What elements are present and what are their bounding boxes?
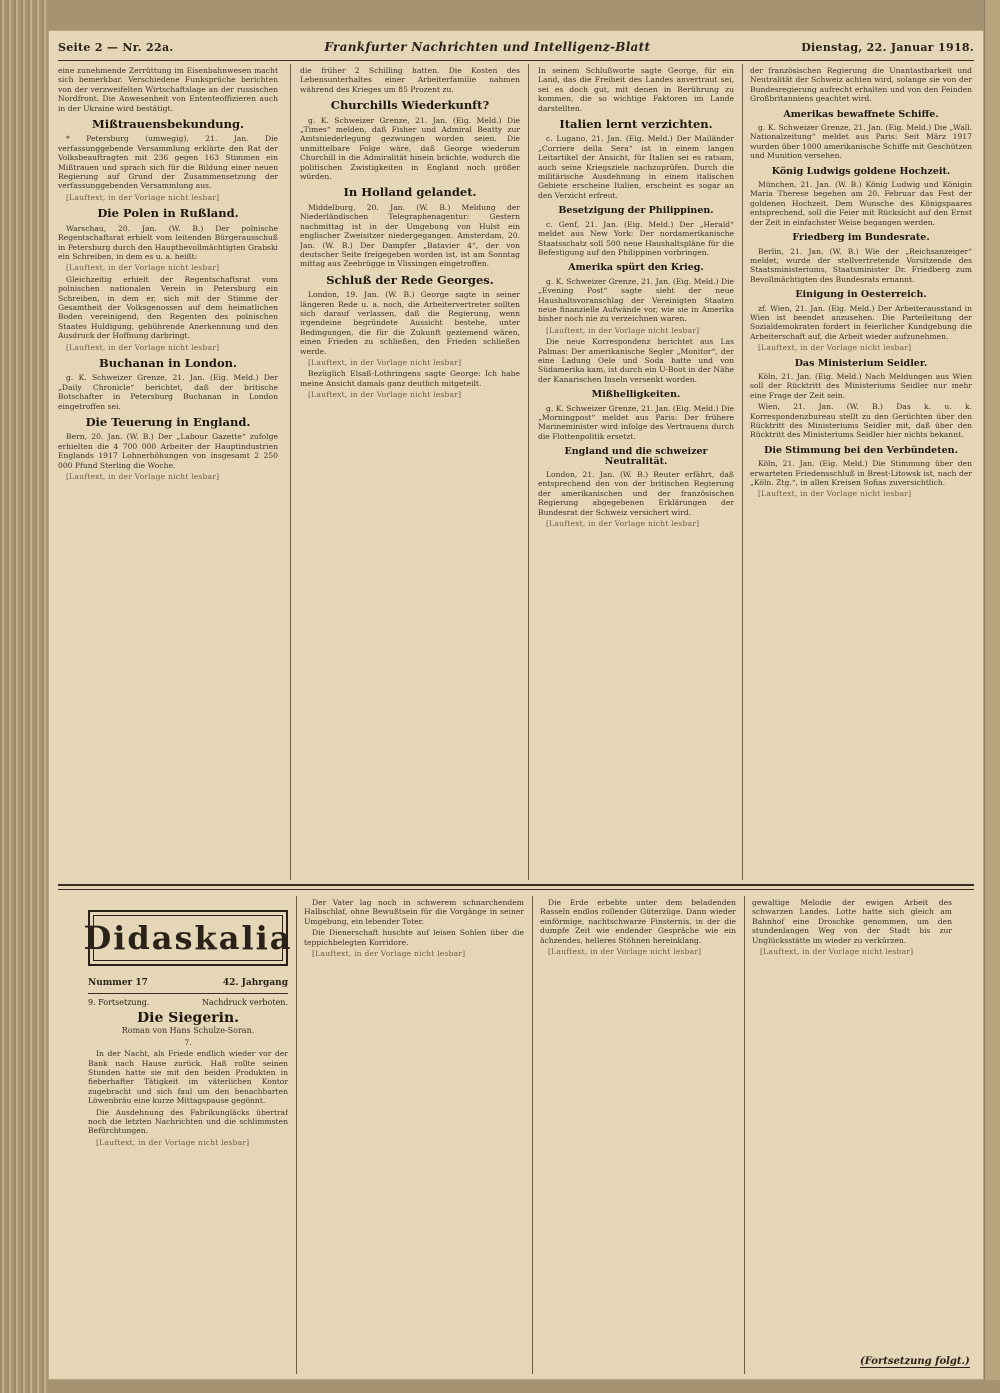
page-number: Seite 2 — Nr. 22a. [58, 41, 174, 54]
article-headline: England und die schweizer Neutralität. [564, 446, 708, 467]
article-headline: Friedberg im Bundesrate. [792, 232, 930, 244]
illegible-body-text: [Lauftext, in der Vorlage nicht lesbar] [548, 947, 702, 957]
article-text: Middelburg, 20. Jan. (W. B.) Meldung der Niederländischen Telegraphenagentur: Gestern nachmittag ist in der Umgebung von Hulst ein englischer Zweisitzer niedergegangen. Amsterdam, 20. Jan. (W. B.) Der Dampfer „Batavier 4“, der von deutscher Seite freigegeben worden ist, ist am Sonntag mittag aus Zeebrügge in Vlissingen eingetroffen. [300, 202, 520, 269]
feuilleton-column-3 [540, 898, 736, 1374]
feuilleton-separator-thin [58, 889, 974, 890]
article-text: London, 19. Jan. (W. B.) George sagte in seiner längeren Rede u. a. noch, die Arbeitervertreter sollten sich darauf verlassen, daß die Regierung, wenn irgendeine begründete Aussicht bestehe, unter Bedingungen, die für die Zukunft geziemend wären, einen Frieden zu schließen, den Frieden schließen werde. [300, 290, 520, 356]
illegible-body-text: [Lauftext, in der Vorlage nicht lesbar] [308, 390, 462, 400]
reprint-note: Nachdruck verboten. [201, 998, 288, 1007]
article-text: München, 21. Jan. (W. B.) König Ludwig und Königin Maria Therese begehen am 20. Februar das Fest der goldenen Hochzeit. Dem Wunsche des Königspaares entsprechend, soll die Feier mit Rücksicht auf den Ernst der Zeit in einfachster Weise begangen werden. [750, 180, 972, 227]
article-headline: Die Teuerung in England. [85, 415, 251, 429]
article-headline: Churchills Wiederkunft? [330, 98, 490, 113]
article-text: Berlin, 21. Jan. (W. B.) Wie der „Reichsanzeiger“ meldet, wurde der stellvertretende Vorsitzende des Staatsministeriums, Staatsminister Dr. Friedberg zum Bevollmächtigten des Bundesrats ernannt. [750, 246, 972, 284]
article-text: g. K. Schweizer Grenze, 21. Jan. (Eig. Meld.) Der „Daily Chronicle“ berichtet, daß der britische Botschafter in Petersburg Buchanan in London eingetroffen sei. [58, 373, 278, 411]
article-headline: Die Polen in Rußland. [97, 206, 239, 221]
continuation-note: 9. Fortsetzung. [88, 998, 150, 1007]
illegible-body-text: [Lauftext, in der Vorlage nicht lesbar] [546, 325, 700, 335]
feuilleton-meta-row [88, 998, 288, 1007]
article-text: * Petersburg (umwegig), 21. Jan. Die verfassunggebende Versammlung erklärte den Rat der Volksbeauftragten mit 236 gegen 163 Stimmen ein Mißtrauen und sprach sich für die Bildung einer neuen Regierung auf Grund der Zusammensetzung der verfassunggebenden Versammlung aus. [58, 134, 278, 191]
article-headline: Das Ministerium Seidler. [794, 357, 928, 369]
article-text: Wien, 21. Jan. (W. B.) Das k. u. k. Korrespondenzbureau stellt zu den Gerüchten über den Rücktritt des Ministeriums Seidler mit, daß über den Rücktritt des Ministeriums Seidler hier nichts bekannt. [750, 402, 972, 440]
didaskalia-logo: Didaskalia [88, 910, 288, 966]
column-divider [742, 64, 743, 880]
book-binding-edge [0, 0, 48, 1393]
header-rule [58, 60, 974, 61]
novel-title: Die Siegerin. [136, 1012, 240, 1026]
article-headline: König Ludwigs goldene Hochzeit. [771, 165, 951, 177]
issue-rule [88, 993, 288, 994]
illegible-body-text: [Lauftext, in der Vorlage nicht lesbar] [66, 192, 220, 202]
article-text: zf. Wien, 21. Jan. (Eig. Meld.) Der Arbeiterausstand in Wien ist beendet anzusehen. Die Parteileitung der Sozialdemokraten fordert in feierlicher Kundgebung die Arbeiterschaft auf, die Arbeit wieder aufzunehmen. [750, 303, 972, 341]
article-text: Köln, 21. Jan. (Eig. Meld.) Die Stimmung über den erwarteten Friedensschluß in Brest-Litowsk ist, nach der „Köln. Ztg.“, in allen Kreisen Sofias zuversichtlich. [750, 459, 972, 488]
novel-text: Die Erde erbebte unter dem beladenden Rasseln endlos rollender Güterzüge. Dann wieder einförmige, nachtschwarze Finsternis, in der die dumpfe Zeit wie endender Gespräche wie ein ächzendes, helleres Stöhnen hereinklang. [540, 898, 736, 945]
column-divider [290, 64, 291, 880]
article-text: die früher 2 Schilling hatten. Die Kosten des Lebensunterhaltes einer Arbeiterfamilie nahmen während des Krieges um 85 Prozent zu. [300, 66, 520, 94]
illegible-body-text: [Lauftext, in der Vorlage nicht lesbar] [66, 342, 220, 352]
column-3 [538, 66, 734, 880]
illegible-body-text: [Lauftext, in der Vorlage nicht lesbar] [308, 357, 462, 367]
adjacent-page-edge [984, 0, 1000, 1393]
page-header [58, 40, 974, 60]
illegible-body-text: [Lauftext, in der Vorlage nicht lesbar] [312, 949, 466, 959]
article-text: Köln, 21. Jan. (Eig. Meld.) Nach Meldungen aus Wien soll der Rücktritt des Ministeriums Seidler nur mehr eine Frage der Zeit sein. [750, 371, 972, 400]
article-text: c. Genf, 21. Jan. (Eig. Meld.) Der „Herald“ meldet aus New York: Der nordamerikanische Staatsschatz soll 500 neue Haushaltspläne für die Befestigung auf den Philippinen vorbringen. [538, 219, 734, 257]
article-headline: In Holland gelandet. [343, 185, 477, 200]
feuilleton-issue-row [88, 978, 288, 988]
illegible-body-text: [Lauftext, in der Vorlage nicht lesbar] [96, 1137, 250, 1147]
volume-number: 42. Jahrgang [222, 978, 288, 988]
continued-note: (Fortsetzung folgt.) [860, 1356, 970, 1367]
novel-text: Der Vater lag noch in schwerem schnarchendem Halbschlaf, ohne Bewußtsein für die Vorgänge in seiner Umgebung, ein lebender Toter. [304, 898, 524, 926]
illegible-body-text: [Lauftext, in der Vorlage nicht lesbar] [760, 947, 914, 957]
illegible-body-text: [Lauftext, in der Vorlage nicht lesbar] [66, 263, 220, 273]
article-text: g. K. Schweizer Grenze, 21. Jan. (Eig. Meld.) Die „Times“ melden, daß Fisher und Admiral Beatty zur Amtsniederlegung gezwungen worden seien. Die unmittelbare Folge wäre, daß George wiederum Churchill in die Admiralität hinein brächte, wodurch die politischen Zwistigkeiten in England noch größer würden. [300, 115, 520, 182]
feuilleton-separator [58, 884, 974, 886]
article-headline: Schluß der Rede Georges. [326, 272, 494, 287]
article-headline: Besetzigung der Philippinen. [558, 205, 714, 217]
novel-text: Die Ausdehnung des Fabrikungläcks übertraf noch die letzten Nachrichten und die schlimmsten Befürchtungen. [88, 1107, 288, 1136]
novel-byline: Roman von Hans Schulze-Soran. [121, 1026, 255, 1036]
illegible-body-text: [Lauftext, in der Vorlage nicht lesbar] [546, 519, 700, 529]
article-headline: Amerikas bewaffnete Schiffe. [783, 108, 939, 120]
article-text: g. K. Schweizer Grenze, 21. Jan. (Eig. Meld.) Die „Evening Post“ sagte sieht der neue Haushaltsvoranschlag der Vereinigten Staaten neue finanzielle Aufwände vor, wie sie in Amerika bisher noch nie zu verzeichnen waren. [538, 276, 734, 324]
issue-number: Nummer 17 [88, 978, 148, 988]
article-text: g. K. Schweizer Grenze, 21. Jan. (Eig. Meld.) Die „Wall. Nationalzeitung“ meldet aus Paris: Seit März 1917 wurden über 1000 amerikanische Schiffe mit Geschützen und Munition versehen. [750, 123, 972, 161]
column-4 [750, 66, 972, 880]
article-text: Warschau, 20. Jan. (W. B.) Der polnische Regentschaftsrat erhielt vom leitenden Bürgerausschuß in Petersburg durch den Hauptbevollmächtigten Grabski ein Schreiben, in dem es u. a. heißt: [58, 223, 278, 261]
column-divider [528, 64, 529, 880]
article-text: Gleichzeitig erhielt der Regentschaftsrat vom polnischen nationalen Verein in Petersburg ein Schreiben, in dem er, sich mit der Stimme der Gesamtheit der Volksgenossen auf dem heimatlichen Boden vereinigend, den Regenten des polnischen Staates Huldigung, gebührende Anerkennung und den Ausdruck der Hoffnung darbringt. [58, 274, 278, 341]
illegible-body-text: [Lauftext, in der Vorlage nicht lesbar] [758, 489, 912, 499]
article-text: Bern, 20. Jan. (W. B.) Der „Labour Gazette“ zufolge erhielten die 4 700 000 Arbeiter der Hauptindustrien Englands 1917 Lohnerhöhungen von insgesamt 2 250 000 Pfund Sterling die Woche. [58, 432, 278, 470]
article-headline: Mißtrauensbekundung. [91, 117, 245, 132]
feuilleton-column-1 [88, 1012, 288, 1374]
article-headline: Einigung in Oesterreich. [795, 289, 927, 301]
feuilleton-column-4 [752, 898, 952, 1354]
illegible-body-text: [Lauftext, in der Vorlage nicht lesbar] [758, 343, 912, 353]
novel-text: In der Nacht, als Friede endlich wieder vor der Bank nach Hause zurück. Haß rollte seinen Stunden hatte sie mit den beiden Produkten in fieberhafter Tätigkeit im väterlichen Kontor zugebracht und sich faul um den benachbarten Löwenbräu eine kurze Mittagspause gegönnt. [88, 1049, 288, 1106]
article-headline: Amerika spürt den Krieg. [568, 262, 704, 274]
article-headline: Die Stimmung bei den Verbündeten. [764, 444, 958, 456]
novel-text: Die Dienerschaft huschte auf leisen Sohlen über die teppichbelegten Korridore. [304, 928, 524, 947]
scan-bottom-margin [48, 1380, 1000, 1393]
article-text: Die neue Korrespondenz berichtet aus Las Palmas: Der amerikanische Segler „Monitor“, der eine Ladung Oele und Soda hatte und von Südamerika kam, ist durch ein U-Boot in der Nähe der Kanarischen Inseln versenkt worden. [538, 337, 734, 384]
article-headline: Buchanan in London. [99, 355, 237, 370]
feuilleton-column-2 [304, 898, 524, 1374]
article-headline: Mißhelligkeiten. [591, 389, 681, 401]
article-text: der französischen Regierung die Unantastbarkeit und Neutralität der Schweiz achten wird, solange sie von der Bundesregierung aufrecht erhalten und von den Feinden Großbritanniens geachtet wird. [750, 66, 972, 104]
article-headline: Italien lernt verzichten. [559, 117, 713, 132]
article-text: London, 21. Jan. (W. B.) Reuter erfährt, daß entsprechend den von der britischen Regierung der amerikanischen und der französischen Regierung abgegebenen Erklärungen der Bundesrat der Schweiz versichert wird. [538, 470, 734, 517]
article-text: g. K. Schweizer Grenze, 21. Jan. (Eig. Meld.) Die „Morningpost“ meldet aus Paris: Der frühere Marineminister wird infolge des Vertrauens durch die Flottenpolitik ersetzt. [538, 403, 734, 441]
column-1 [58, 66, 278, 880]
newspaper-title: Frankfurter Nachrichten und Intelligenz-Blatt [324, 40, 651, 54]
article-text: c. Lugano, 21. Jan. (Eig. Meld.) Der Mailänder „Corriere della Sera“ ist in einem langen Leitartikel der Ansicht, für Italien sei es ratsam, auch seine Kriegsziele nachzuprüfen. Durch die militärische Ausdehnung in einem italischen Gebiete erscheine Italien, erscheint es sogar an den Verzicht erfreut. [538, 134, 734, 200]
article-text: In seinem Schlußworte sagte George, für ein Land, das die Freiheit des Landes anvertraut sei, sei es doch gut, mit denen in Berührung zu kommen, die so wichtige Faktoren im Lande darstellten. [538, 66, 734, 113]
column-divider [296, 896, 297, 1374]
issue-date: Dienstag, 22. Januar 1918. [801, 41, 974, 54]
column-divider [532, 896, 533, 1374]
article-text: eine zunehmende Zerrüttung im Eisenbahnwesen macht sich bemerkbar. Verschiedene Funksprüche berichten von der verzweifelten Wirtschaftslage an der russischen Nordfront. Die Anwesenheit von Ententeoffizieren auch in der Ukraine wird bestätigt. [58, 66, 278, 113]
column-2 [300, 66, 520, 880]
scan-top-margin [48, 0, 1000, 30]
chapter-number: 7. [184, 1037, 192, 1047]
article-text: Bezüglich Elsaß-Lothringens sagte George: Ich habe meine Ansicht damals ganz deutlich mitgeteilt. [300, 369, 520, 388]
illegible-body-text: [Lauftext, in der Vorlage nicht lesbar] [66, 472, 220, 482]
novel-text: gewaltige Melodie der ewigen Arbeit des schwarzen Landes. Lotte hatte sich gleich am Bahnhof eine Droschke genommen, um den stundenlangen Weg von der Stadt bis zur Unglücksstätte im wieder zu verkürzen. [752, 898, 952, 945]
column-divider [744, 896, 745, 1374]
